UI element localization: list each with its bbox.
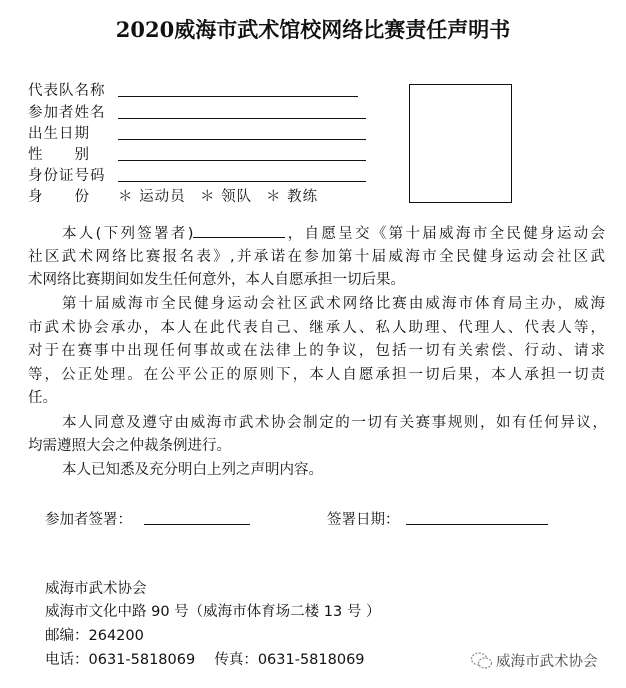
contact-phone-fax: 电话：0631-5818069 传真：0631-5818069 <box>45 652 365 668</box>
contact-org: 威海市武术协会 <box>45 581 147 597</box>
declarant-label: 本人(下列签署者) <box>62 226 194 242</box>
field-line-gender[interactable] <box>118 160 366 161</box>
identity-option-leader[interactable]: ＊ 领队 <box>200 189 253 205</box>
paragraph-2-line-5: 任。 <box>28 390 57 406</box>
watermark-account-name: 威海市武术协会 <box>496 654 598 670</box>
identity-option-athlete[interactable]: ＊ 运动员 <box>118 189 186 205</box>
field-line-birthdate[interactable] <box>118 139 366 140</box>
field-line-id[interactable] <box>118 181 366 182</box>
participant-signature-line[interactable] <box>144 524 250 525</box>
contact-address: 威海市文化中路 90 号（威海市体育场二楼 13 号 ） <box>45 604 381 620</box>
signature-date-label: 签署日期： <box>327 512 400 528</box>
paragraph-2-line-2: 市武术协会承办，本人在此代表自己、继承人、私人助理、代理人、代表人等， <box>28 320 605 336</box>
field-line-name[interactable] <box>118 118 366 119</box>
signature-date-line[interactable] <box>406 524 548 525</box>
field-label-identity: 身 份 <box>28 189 90 205</box>
wechat-icon <box>470 651 494 671</box>
paragraph-4: 本人已知悉及充分明白上列之声明内容。 <box>62 462 323 478</box>
field-label-id: 身份证号码 <box>28 168 106 184</box>
field-label-team: 代表队名称 <box>28 83 106 99</box>
contact-postcode: 邮编：264200 <box>45 628 144 644</box>
paragraph-1-line-3: 术网络比赛期间如发生任何意外，本人自愿承担一切后果。 <box>28 272 405 288</box>
participant-signature-label: 参加者签署： <box>45 512 132 528</box>
paragraph-3-line-2: 均需遵照大会之仲裁条例进行。 <box>28 438 231 454</box>
document-title: 2020威海市武术馆校网络比赛责任声明书 <box>115 17 511 42</box>
field-label-birthdate: 出生日期 <box>28 126 90 142</box>
paragraph-3-line-1: 本人同意及遵守由威海市武术协会制定的一切有关赛事规则，如有任何异议， <box>62 415 607 431</box>
photo-box <box>409 84 512 203</box>
identity-option-coach[interactable]: ＊ 教练 <box>266 189 319 205</box>
declarant-blank[interactable] <box>193 223 285 238</box>
paragraph-2-line-4: 等，公正处理。在公平公正的原则下，本人自愿承担一切后果，本人承担一切责 <box>28 367 605 383</box>
paragraph-1-line-2: 社区武术网络比赛报名表》,并承诺在参加第十届威海市全民健身运动会社区武 <box>28 249 605 265</box>
paragraph-2-line-1: 第十届威海市全民健身运动会社区武术网络比赛由威海市体育局主办，威海 <box>62 296 605 312</box>
paragraph-1-text: ，自愿呈交《第十届威海市全民健身运动会 <box>285 226 605 242</box>
field-label-name: 参加者姓名 <box>28 105 106 121</box>
paragraph-1-line-1 <box>28 223 605 245</box>
field-label-gender: 性 别 <box>28 147 90 163</box>
paragraph-2-line-3: 对于在赛事中出现任何事故或在法律上的争议，包括一切有关索偿、行动、请求 <box>28 343 605 359</box>
field-line-team[interactable] <box>118 96 358 97</box>
